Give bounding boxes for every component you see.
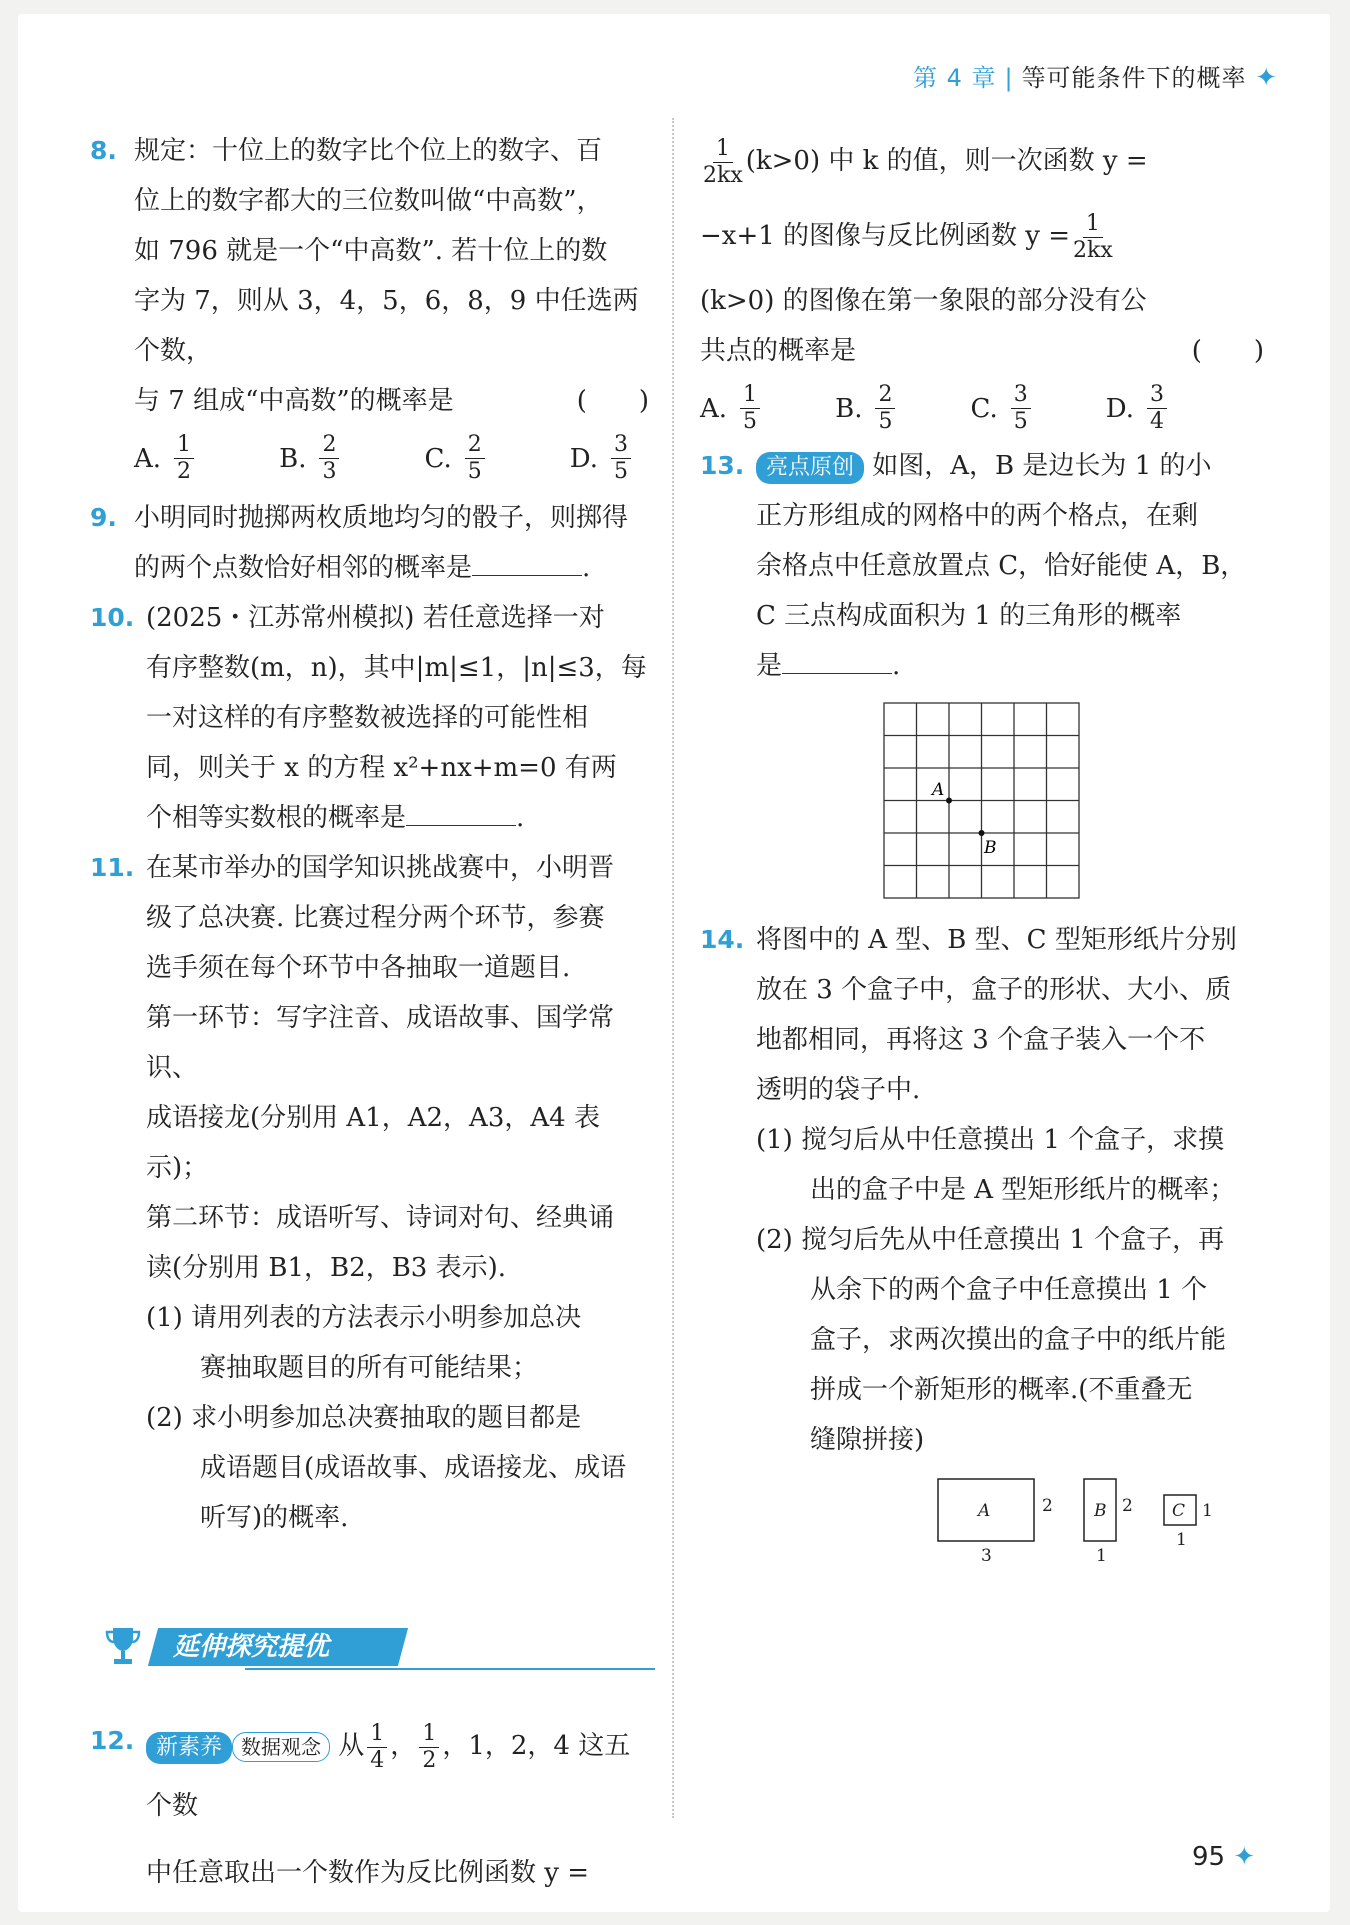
sub-line: 出的盒子中是 A 型矩形纸片的概率；: [810, 1175, 1236, 1205]
original-tag: 亮点原创: [756, 452, 864, 484]
chapter-title: 等可能条件下的概率: [1021, 64, 1247, 92]
sub-line: (2) 求小明参加总决赛抽取的题目都是: [146, 1403, 582, 1433]
option-label: C.: [424, 443, 452, 474]
question-line: 字为 7，则从 3，4，5，6，8，9 中任选两个数，: [134, 286, 639, 366]
question-line-text: 与 7 组成“中高数”的概率是: [134, 386, 454, 416]
question-line: 位上的数字都大的三位数叫做“中高数”，: [134, 186, 603, 216]
sub-line: 缝隙拼接): [810, 1425, 925, 1455]
fraction: [319, 432, 339, 485]
option-a: [700, 382, 763, 435]
sub-line: 成语题目(成语故事、成语接龙、成语: [200, 1453, 627, 1483]
fraction: [1073, 211, 1113, 264]
question-line: [756, 441, 1270, 491]
sub-question-1: [756, 1115, 1270, 1215]
text: (k>0) 中 k 的值，则一次函数 y =: [745, 146, 1148, 176]
question-line: 成语接龙(分别用 A1，A2，A3，A4 表示)；: [146, 1103, 600, 1183]
question-number: 9.: [90, 503, 117, 532]
fraction-den: 5: [1013, 409, 1028, 434]
fraction-num: 3: [1147, 382, 1167, 409]
option-label: A.: [700, 393, 728, 424]
question-line: 读(分别用 B1，B2，B3 表示).: [146, 1253, 507, 1283]
option-label: C.: [970, 393, 998, 424]
rect-a-width: 3: [981, 1546, 992, 1565]
fraction-den: 2: [422, 1747, 437, 1773]
sub-line: (1) 请用列表的方法表示小明参加总决: [146, 1303, 582, 1333]
sub-line: 从余下的两个盒子中任意摸出 1 个: [810, 1275, 1208, 1305]
option-label: D.: [1105, 393, 1134, 424]
question-line: 如 796 就是一个“中高数”. 若十位上的数: [134, 236, 608, 266]
fraction-num: 1: [419, 1721, 439, 1748]
question-number: 13.: [700, 451, 745, 480]
fraction: [1011, 382, 1031, 435]
new-literacy-tag: 新素养: [146, 1732, 232, 1764]
sparkle-icon: ✦: [1233, 1842, 1256, 1872]
q12-continued: [700, 126, 1270, 435]
question-11: [90, 843, 655, 1543]
fraction-den: 3: [322, 459, 337, 484]
fraction: [1147, 382, 1167, 435]
question-line: 有序整数(m，n)，其中|m|≤1，|n|≤3，每: [146, 653, 647, 683]
answer-paren: ( ): [576, 386, 649, 416]
chapter-header: [913, 58, 1278, 93]
point-a-label: A: [932, 780, 945, 800]
rect-c-height: 1: [1202, 1501, 1213, 1521]
question-line: [700, 196, 1270, 276]
header-separator: |: [1004, 64, 1014, 92]
fraction-num: 1: [1083, 211, 1103, 238]
question-line-text: 共点的概率是: [700, 336, 857, 366]
question-line: 规定：十位上的数字比个位上的数字、百: [134, 136, 603, 166]
question-9: [90, 493, 655, 593]
text: ，1，2，4 这五个数: [146, 1731, 631, 1821]
period: .: [516, 803, 525, 833]
point-b: [979, 830, 985, 836]
sparkle-icon: ✦: [1255, 63, 1278, 93]
question-line: 正方形组成的网格中的两个格点，在剩: [756, 501, 1199, 531]
sub-question-2: [146, 1393, 655, 1543]
fraction-den: 5: [613, 459, 628, 484]
question-number: 10.: [90, 603, 135, 632]
question-line: [146, 793, 655, 843]
question-line: [134, 543, 655, 593]
fraction-den: 5: [878, 409, 893, 434]
question-line: 小明同时抛掷两枚质地均匀的骰子，则掷得: [134, 503, 629, 533]
sub-line: 盒子，求两次摸出的盒子中的纸片能: [810, 1325, 1227, 1355]
fraction-den: 5: [467, 459, 482, 484]
question-line-text: 是: [756, 651, 783, 681]
rect-a-label: A: [978, 1501, 991, 1521]
question-14: [700, 915, 1270, 1565]
fraction: [419, 1721, 439, 1774]
fraction: [465, 432, 485, 485]
sub-question-2: [756, 1215, 1270, 1465]
question-line: (k>0) 的图像在第一象限的部分没有公: [700, 286, 1147, 316]
fraction-num: 2: [319, 432, 339, 459]
fraction: [611, 432, 631, 485]
period: .: [582, 553, 591, 583]
question-10: [90, 593, 655, 843]
fraction-num: 3: [611, 432, 631, 459]
question-line: 同，则关于 x 的方程 x²+nx+m=0 有两: [146, 753, 617, 783]
option-b: [835, 382, 898, 435]
fraction-num: 3: [1011, 382, 1031, 409]
answer-blank[interactable]: [472, 547, 582, 576]
fraction: [367, 1721, 387, 1774]
option-c: [971, 382, 1034, 435]
grid-lines: [884, 703, 1079, 898]
fraction-den: 4: [370, 1747, 385, 1773]
fraction-num: 2: [875, 382, 895, 409]
text: 从: [338, 1731, 365, 1761]
question-line: 一对这样的有序整数被选择的可能性相: [146, 703, 589, 733]
rect-b-label: B: [1094, 1501, 1107, 1521]
fraction-num: 1: [713, 136, 733, 163]
option-label: B.: [835, 393, 863, 424]
fraction-den: 5: [743, 409, 758, 434]
question-number: 8.: [90, 136, 117, 165]
question-line: 级了总决赛. 比赛过程分两个环节，参赛: [146, 903, 605, 933]
options: [134, 432, 634, 485]
question-line: 将图中的 A 型、B 型、C 型矩形纸片分别: [756, 925, 1237, 955]
page-number: [1192, 1842, 1255, 1872]
rect-c-width: 1: [1176, 1530, 1187, 1550]
rectangles-figure: [936, 1475, 1266, 1565]
section-underline: [245, 1668, 655, 1670]
rect-a-height: 2: [1042, 1496, 1053, 1516]
question-line: 余格点中任意放置点 C，恰好能使 A，B，: [756, 551, 1247, 581]
grid-figure: [882, 701, 1082, 901]
text: −x+1 的图像与反比例函数 y =: [700, 221, 1071, 251]
option-c: [425, 432, 488, 485]
sub-line: (1) 搅匀后从中任意摸出 1 个盒子，求摸: [756, 1125, 1225, 1155]
question-line: C 三点构成面积为 1 的三角形的概率: [756, 601, 1182, 631]
trophy-icon: [103, 1624, 143, 1670]
question-line: [700, 126, 1270, 196]
question-line: 第一环节：写字注音、成语故事、国学常识、: [146, 1003, 615, 1083]
answer-blank[interactable]: [406, 797, 516, 826]
fraction: [174, 432, 194, 485]
question-13: [700, 441, 1270, 901]
column-divider: [672, 118, 674, 1818]
sub-line: 拼成一个新矩形的概率.(不重叠无: [810, 1375, 1193, 1405]
option-label: B.: [279, 443, 307, 474]
question-number: 12.: [90, 1726, 135, 1755]
period: .: [892, 651, 901, 681]
right-column: [700, 126, 1270, 1565]
options: [700, 382, 1170, 435]
fraction-num: 2: [465, 432, 485, 459]
rect-b-height: 2: [1122, 1496, 1133, 1516]
fraction-num: 1: [740, 382, 760, 409]
question-line: 透明的袋子中.: [756, 1075, 921, 1105]
sub-line: 听写)的概率.: [200, 1503, 349, 1533]
section-title: 延伸探究提优: [173, 1632, 330, 1662]
option-d: [570, 432, 634, 485]
option-a: [134, 432, 197, 485]
chapter-number: 第 4 章: [912, 64, 997, 92]
fraction: [740, 382, 760, 435]
fraction-den: 2: [177, 459, 192, 484]
fraction: [875, 382, 895, 435]
fraction: [703, 136, 743, 189]
question-line: [756, 641, 1270, 691]
fraction-den: 4: [1149, 409, 1164, 434]
question-line-text: 个相等实数根的概率是: [146, 803, 407, 833]
rect-b-width: 1: [1096, 1546, 1107, 1565]
question-line: [700, 326, 1270, 376]
question-line: 地都相同，再将这 3 个盒子装入一个不: [756, 1025, 1206, 1055]
question-line: [134, 376, 655, 426]
sub-question-1: [146, 1293, 655, 1393]
rect-c-label: C: [1172, 1501, 1186, 1521]
option-b: [279, 432, 342, 485]
data-concept-tag: 数据观念: [232, 1732, 330, 1762]
option-d: [1106, 382, 1170, 435]
question-line: 第二环节：成语听写、诗词对句、经典诵: [146, 1203, 615, 1233]
point-a: [946, 798, 952, 804]
page-number-text: 95: [1192, 1842, 1226, 1872]
question-line: 放在 3 个盒子中，盒子的形状、大小、质: [756, 975, 1232, 1005]
answer-paren: ( ): [1191, 336, 1264, 366]
question-line: 中任意取出一个数作为反比例函数 y =: [146, 1858, 590, 1888]
option-label: D.: [569, 443, 598, 474]
option-label: A.: [134, 443, 162, 474]
question-line: 在某市举办的国学知识挑战赛中，小明晋: [146, 853, 615, 883]
question-12: [90, 1716, 655, 1898]
question-number: 14.: [700, 925, 745, 954]
answer-blank[interactable]: [782, 645, 892, 674]
fraction-den: 2kx: [1073, 237, 1113, 263]
section-banner: [95, 1624, 655, 1674]
fraction-num: 1: [174, 432, 194, 459]
left-column: [90, 126, 655, 1543]
question-line: (2025・江苏常州模拟) 若任意选择一对: [146, 603, 605, 633]
question-line: 选手须在每个环节中各抽取一道题目.: [146, 953, 571, 983]
sub-line: (2) 搅匀后先从中任意摸出 1 个盒子，再: [756, 1225, 1225, 1255]
fraction-num: 1: [367, 1721, 387, 1748]
fraction-den: 2kx: [703, 162, 743, 188]
question-line-text: 的两个点数恰好相邻的概率是: [134, 553, 473, 583]
question-number: 11.: [90, 853, 135, 882]
sub-line: 赛抽取题目的所有可能结果；: [200, 1353, 539, 1383]
question-line-text: 如图，A，B 是边长为 1 的小: [872, 451, 1212, 481]
question-12-left: [90, 1716, 655, 1898]
question-8: [90, 126, 655, 485]
point-b-label: B: [984, 838, 997, 858]
question-line: 新素养 数据观念 从 $\frac{1}{4}$ ， $\frac{1}{2}$ ，1，2，4 这五个数: [146, 1720, 631, 1821]
